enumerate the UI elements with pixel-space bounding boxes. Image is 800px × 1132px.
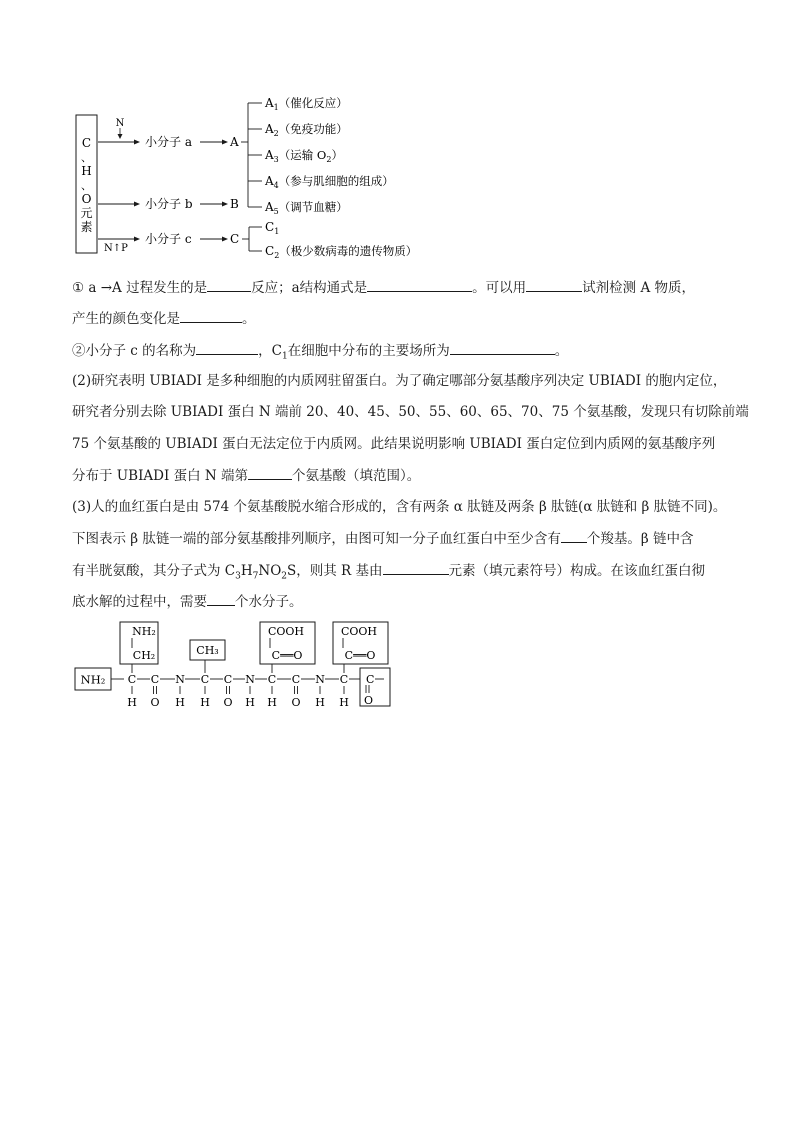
q2-line: ②小分子 c 的名称为 ，$C_1$在细胞中分布的主要场所为 。 (72, 340, 732, 367)
backbone-atom: N (315, 673, 325, 686)
side-chain-ch3: CH₃ (196, 644, 219, 657)
p2-line4: 分布于 UBIADI 蛋白 N 端第 个氨基酸（填范围）。 (72, 465, 732, 486)
np-label: N↑P (104, 243, 128, 254)
hydrogen-atom: H (200, 696, 210, 709)
p3-line3: 有半胱氨酸，其分子式为 $C_3H_7NO_2S$，则其 R 基由 元素（填元素符号）构成。在该血红蛋白彻 (72, 560, 732, 587)
branch-c1: $C_1$ (265, 220, 280, 236)
backbone-atom: C (267, 673, 277, 686)
side-chain-nh2: NH₂ (132, 625, 156, 638)
nh2-terminal: NH₂ (80, 672, 106, 687)
answer-blank[interactable] (207, 277, 251, 292)
oxygen-atom: O (223, 696, 233, 709)
hydrogen-atom: H (127, 696, 137, 709)
box-char: C (81, 136, 92, 150)
oxygen-atom: O (150, 696, 160, 709)
hydrogen-atom: H (267, 696, 277, 709)
backbone-atom: C (223, 673, 233, 686)
branch-a1: $A_1$（催化反应） (265, 96, 348, 112)
product-a: A (230, 135, 239, 149)
c-terminal-c: C (366, 673, 375, 686)
branch-c2: $C_2$（极少数病毒的遗传物质） (265, 244, 418, 260)
backbone-atom: C (200, 673, 210, 686)
p3-line1: (3)人的血红蛋白是由 574 个氨基酸脱水缩合形成的，含有两条 α 肽链及两条 β 肽链(α 肽链和 β 肽链不同)。 (72, 499, 727, 515)
answer-blank[interactable] (196, 340, 258, 355)
q1-line1: ① a →A 过程发生的是 反应；a结构通式是 。可以用 试剂检测 A 物质， (72, 277, 732, 298)
n-label: N (115, 118, 125, 129)
c-terminal-o: O (364, 694, 374, 707)
answer-blank[interactable] (180, 308, 242, 323)
answer-blank[interactable] (207, 591, 235, 606)
hydrogen-atom: H (315, 696, 325, 709)
backbone-atom: C (127, 673, 137, 686)
answer-blank[interactable] (248, 465, 292, 480)
hydrogen-atom: H (245, 696, 255, 709)
branch-a2: $A_2$（免疫功能） (265, 122, 348, 138)
box-char: O (81, 192, 92, 206)
q1-line2: 产生的颜色变化是 。 (72, 308, 732, 329)
box-char: 、 (81, 151, 92, 164)
product-b: B (230, 197, 239, 211)
p2-line3: 75 个氨基酸的 UBIADI 蛋白无法定位于内质网。此结果说明影响 UBIADI 蛋白定位到内质网的氨基酸序列 (72, 436, 716, 452)
hydrogen-atom: H (175, 696, 185, 709)
answer-blank[interactable] (526, 277, 582, 292)
branch-a4: $A_4$（参与肌细胞的组成） (265, 174, 394, 190)
box-char: 、 (81, 179, 92, 192)
box-char: H (81, 164, 92, 178)
branch-a3: $A_3$（运输 $O_2$） (265, 148, 343, 164)
side-chain-cooh: COOH (267, 625, 305, 638)
p3-line2: 下图表示 β 肽链一端的部分氨基酸排列顺序，由图可知一分子血红蛋白中至少含有 个羧基。β 链中含 (72, 528, 732, 549)
p2-line1: (2)研究表明 UBIADI 是多种细胞的内质网驻留蛋白。为了确定哪部分氨基酸序列决定 UBIADI 的胞内定位， (72, 373, 727, 389)
answer-blank[interactable] (383, 560, 449, 575)
macromolecule-diagram (0, 0, 800, 270)
branch-a5: $A_5$（调节血糖） (265, 200, 348, 216)
backbone-atom: N (245, 673, 255, 686)
side-chain-cooh: COOH (340, 625, 378, 638)
side-chain-co: C══O (271, 649, 303, 662)
p2-line2: 研究者分别去除 UBIADI 蛋白 N 端前 20、40、45、50、55、60、65、70、75 个氨基酸，发现只有切除前端 (72, 404, 749, 420)
oxygen-atom: O (291, 696, 301, 709)
backbone (127, 660, 360, 709)
backbone-atom: C (150, 673, 160, 686)
box-char: 素 (80, 220, 93, 234)
product-c: C (230, 232, 240, 246)
side-chain-ch2: CH₂ (132, 649, 156, 662)
small-molecule-c: 小分子 c (145, 232, 192, 246)
small-molecule-b: 小分子 b (145, 197, 193, 211)
backbone-atom: C (339, 673, 349, 686)
side-chain-co: C══O (344, 649, 376, 662)
hydrogen-atom: H (339, 696, 349, 709)
peptide-structure-diagram (0, 618, 800, 728)
p3-line4: 底水解的过程中，需要 个水分子。 (72, 591, 732, 612)
backbone-atom: C (291, 673, 301, 686)
backbone-atom: N (175, 673, 185, 686)
answer-blank[interactable] (367, 277, 472, 292)
box-char: 元 (80, 206, 93, 220)
answer-blank[interactable] (561, 528, 587, 543)
small-molecule-a: 小分子 a (145, 135, 192, 149)
answer-blank[interactable] (450, 340, 555, 355)
